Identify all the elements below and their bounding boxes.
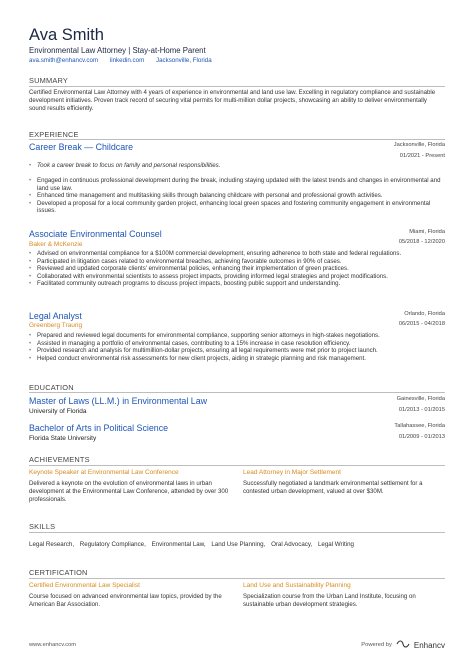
education-location: Gainesville, Florida xyxy=(396,396,445,402)
experience-divider xyxy=(29,139,445,140)
job-bullet: • Reviewed and updated corporate clients' environmental policies, enhancing their implementation of green practices. xyxy=(29,265,445,273)
job-location: Orlando, Florida xyxy=(404,311,445,317)
job-bullet: • Took a career break to focus on family and personal responsibilities. xyxy=(29,162,445,170)
skill-item: Legal Writing xyxy=(317,541,354,548)
job-location: Miami, Florida xyxy=(409,229,445,235)
job-dates: 05/2018 - 12/2020 xyxy=(398,239,445,245)
job-company: Baker & McKenzie xyxy=(29,241,83,248)
education-dates: 01/2013 - 01/2015 xyxy=(398,407,445,413)
achievement-title: Lead Attorney in Major Settlement xyxy=(243,469,341,476)
certification-divider xyxy=(29,578,445,579)
email-link[interactable]: ava.smith@enhancv.com xyxy=(29,57,99,64)
job-bullet: • Assisted in managing a portfolio of environmental cases, contributing to a 15% increase in case resolution efficiency. xyxy=(29,340,445,348)
footer-website[interactable]: www.enhancv.com xyxy=(29,642,76,648)
experience-heading: EXPERIENCE xyxy=(29,130,79,139)
skill-item: Legal Research, xyxy=(29,541,75,548)
education-divider xyxy=(29,392,445,393)
job-dates: 06/2015 - 04/2018 xyxy=(398,321,445,327)
job-bullet: • Participated in litigation cases related to environmental breaches, achieving favorable outcomes in 90% of cases. xyxy=(29,258,445,266)
skills-heading: SKILLS xyxy=(29,522,56,531)
enhancv-logo-icon xyxy=(396,640,410,650)
job-bullets xyxy=(29,332,445,362)
achievements-heading: ACHIEVEMENTS xyxy=(29,455,90,464)
summary-divider xyxy=(29,86,445,87)
job-title: Associate Environmental Counsel xyxy=(29,229,162,239)
summary-text: Certified Environmental Law Attorney with 4 years of experience in environmental and land use law. Excelling in regulatory compliance and sustainable development initiatives. Proven track record of securing vital permits for multi-million dollar projects, showcasing an ability to deliver environmentally sound results efficiently. xyxy=(29,89,436,113)
education-location: Tallahassee, Florida xyxy=(394,423,445,429)
job-bullet: • Facilitated community outreach programs to discuss project impacts, boosting public support and understanding. xyxy=(29,280,445,288)
certification-title: Land Use and Sustainability Planning xyxy=(243,582,351,589)
job-bullets xyxy=(29,162,445,170)
education-degree: Master of Laws (LL.M.) in Environmental Law xyxy=(29,396,208,406)
brand-name: Enhancv xyxy=(413,640,445,650)
powered-by-label: Powered by xyxy=(361,642,392,648)
skills-divider xyxy=(29,532,445,533)
job-company: Greenberg Traurig xyxy=(29,322,83,329)
achievements-divider xyxy=(29,465,445,466)
job-location: Jacksonville, Florida xyxy=(393,142,445,148)
certification-title: Certified Environmental Law Specialist xyxy=(29,582,140,589)
education-dates: 01/2009 - 01/2013 xyxy=(398,434,445,440)
job-dates: 01/2021 - Present xyxy=(399,153,445,159)
candidate-name: Ava Smith xyxy=(29,26,104,44)
job-bullet: • Advised on environmental compliance for a $100M commercial development, ensuring adherence to both state and federal regulations. xyxy=(29,250,445,258)
job-bullet: • Provided research and analysis for multimillion-dollar projects, ensuring all legal requirements were met prior to project launch. xyxy=(29,347,445,355)
job-bullet: • Engaged in continuous professional development during the break, including staying updated with the latest trends and changes in environmental and land use law. xyxy=(29,177,445,192)
job-bullet: • Collaborated with environmental scientists to assess project impacts, providing informed legal strategies and project modifications. xyxy=(29,273,445,281)
job-title: Legal Analyst xyxy=(29,311,82,321)
candidate-headline: Environmental Law Attorney | Stay-at-Home Parent xyxy=(29,46,206,55)
certification-text: Course focused on advanced environmental law topics, provided by the American Bar Association. xyxy=(29,593,222,608)
job-bullets xyxy=(29,250,445,288)
contact-line xyxy=(29,57,222,64)
certification-text: Specialization course from the Urban Land Institute, focusing on sustainable urban development strategies. xyxy=(243,593,416,608)
job-bullet: • Prepared and reviewed legal documents for environmental compliance, supporting senior attorneys in high-stakes negotiations. xyxy=(29,332,445,340)
education-heading: EDUCATION xyxy=(29,383,74,392)
achievement-title: Keynote Speaker at Environmental Law Conference xyxy=(29,469,179,476)
skill-item: Land Use Planning, xyxy=(211,541,266,548)
linkedin-link[interactable]: linkedin.com xyxy=(109,57,145,64)
education-school: University of Florida xyxy=(29,408,87,415)
job-bullet: • Developed a proposal for a local community garden project, enhancing local green spaces and fostering community engagement in environmental issues. xyxy=(29,200,445,215)
footer-branding xyxy=(361,640,445,650)
skill-item: Oral Advocacy, xyxy=(271,541,313,548)
job-title: Career Break — Childcare xyxy=(29,142,134,152)
location-text: Jacksonville, Florida xyxy=(155,57,212,64)
job-bullet: • Enhanced time management and multitasking skills through balancing childcare with personal and professional growth activities. xyxy=(29,192,445,200)
summary-heading: SUMMARY xyxy=(29,76,69,85)
achievement-text: Successfully negotiated a landmark environmental settlement for a contested urban development, valued at over $30M. xyxy=(243,480,423,495)
job-bullet: • Helped conduct environmental risk assessments for new client projects, aiding in strategic planning and risk management. xyxy=(29,355,445,363)
education-degree: Bachelor of Arts in Political Science xyxy=(29,423,169,433)
skill-item: Environmental Law, xyxy=(151,541,206,548)
skills-list xyxy=(29,541,358,548)
certification-heading: CERTIFICATION xyxy=(29,568,88,577)
job-bullets xyxy=(29,177,445,215)
skill-item: Regulatory Compliance, xyxy=(79,541,146,548)
achievement-text: Delivered a keynote on the evolution of environmental laws in urban development at the Environmental Law Conference, attended by over 300 professionals. xyxy=(29,480,229,503)
education-school: Florida State University xyxy=(29,435,97,442)
